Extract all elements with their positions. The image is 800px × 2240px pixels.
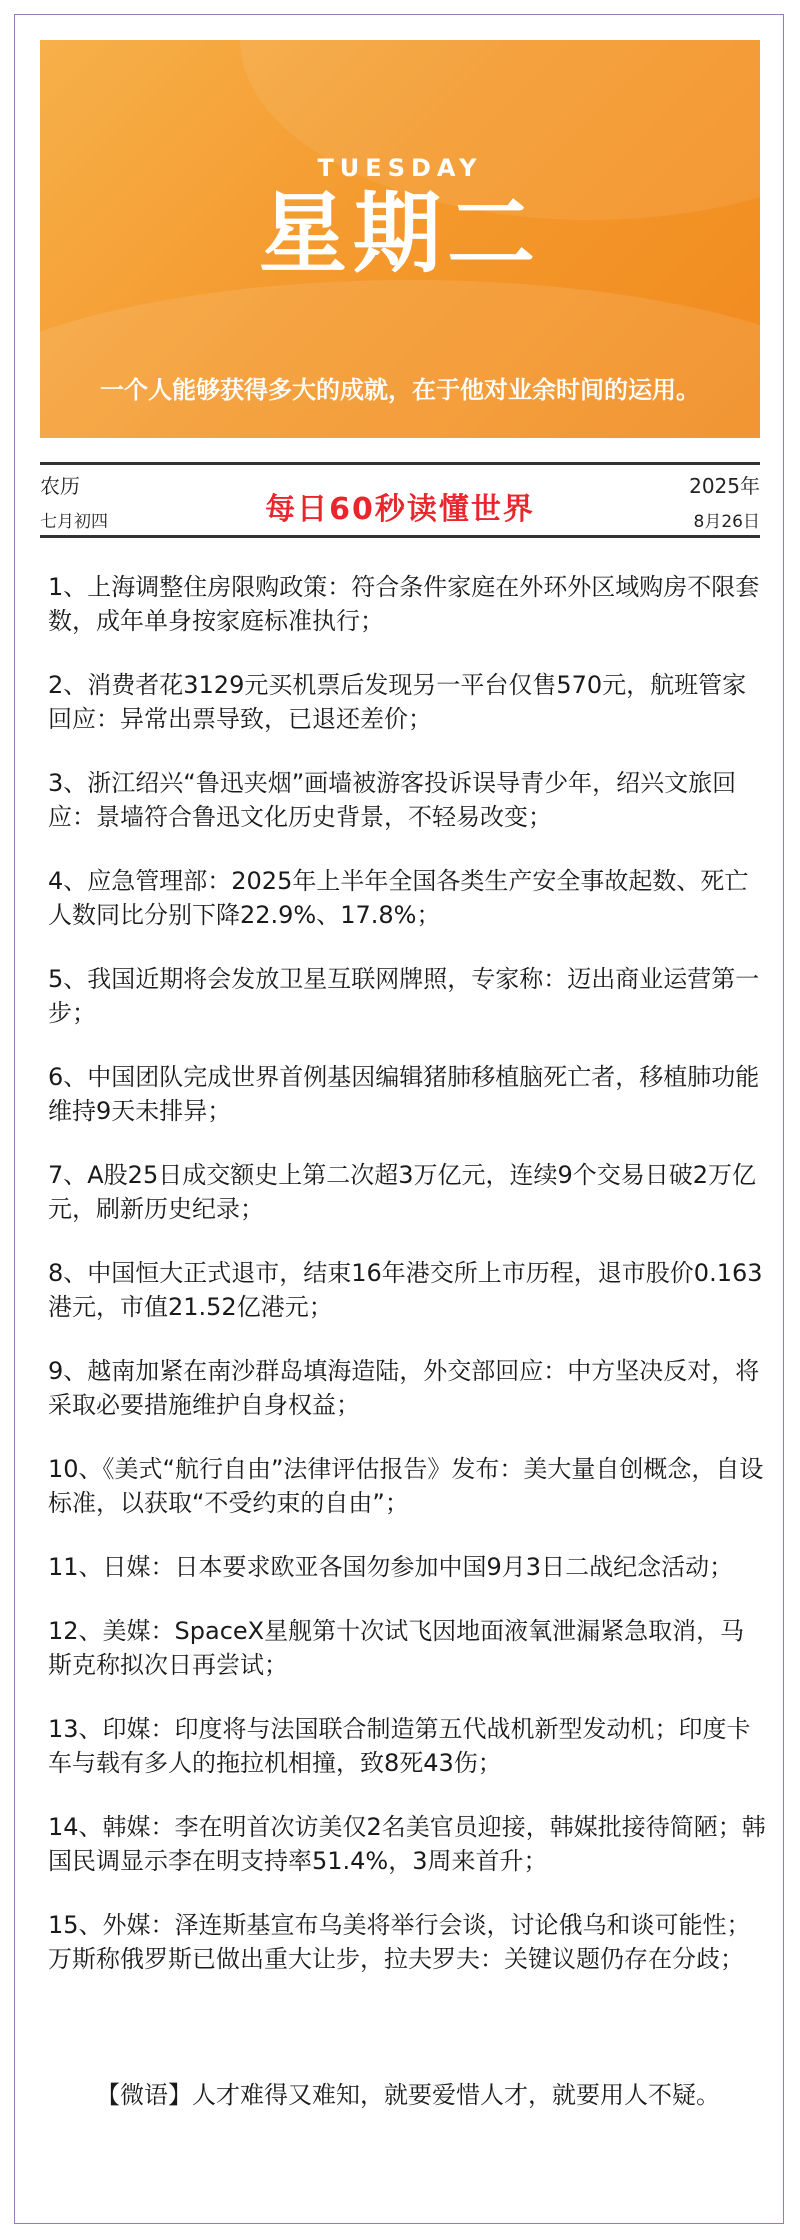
headline: 每日60秒读懂世界: [265, 492, 535, 527]
news-item: 7、A股25日成交额史上第二次超3万亿元，连续9个交易日破2万亿元，刷新历史纪录；: [48, 1161, 757, 1223]
news-item: 13、印媒：印度将与法国联合制造第五代战机新型发动机；印度卡车与载有多人的拖拉机相撞，致8死43伤；: [48, 1715, 751, 1777]
news-item: 6、中国团队完成世界首例基因编辑猪肺移植脑死亡者，移植肺功能维持9天未排异；: [48, 1063, 760, 1125]
news-item: 2、消费者花3129元买机票后发现另一平台仅售570元，航班管家回应：异常出票导致，已退还差价；: [48, 671, 747, 733]
weekday-chinese: 星期二: [258, 182, 541, 285]
news-item: 5、我国近期将会发放卫星互联网牌照，专家称：迈出商业运营第一步；: [48, 965, 760, 1027]
news-item: 15、外媒：泽连斯基宣布乌美将举行会谈，讨论俄乌和谈可能性；万斯称俄罗斯已做出重大让步，拉夫罗夫：关键议题仍存在分歧；: [48, 1911, 751, 1973]
weekday-english: TUESDAY: [317, 154, 483, 182]
news-item: 3、浙江绍兴“鲁迅夹烟”画墙被游客投诉误导青少年，绍兴文旅回应：景墙符合鲁迅文化历史背景，不轻易改变；: [48, 769, 737, 831]
news-item: 11、日媒：日本要求欧亚各国勿参加中国9月3日二战纪念活动；: [48, 1553, 734, 1581]
motto: 一个人能够获得多大的成就，在于他对业余时间的运用。: [100, 376, 700, 404]
news-item: 10、《美式“航行自由”法律评估报告》发布：美大量自创概念，自设标准，以获取“不受约束的自由”；: [48, 1455, 764, 1517]
year: 2025年: [689, 474, 760, 498]
news-item: 12、美媒：SpaceX星舰第十次试飞因地面液氧泄漏紧急取消，马斯克称拟次日再尝试；: [48, 1617, 745, 1679]
lunar-date: 七月初四: [40, 512, 108, 532]
news-item: 1、上海调整住房限购政策：符合条件家庭在外环外区域购房不限套数，成年单身按家庭标准执行；: [48, 573, 760, 635]
news-item: 14、韩媒：李在明首次访美仅2名美官员迎接，韩媒批接待简陋；韩国民调显示李在明支持率51.4%，3周来首升；: [48, 1813, 766, 1875]
news-list: [48, 570, 768, 2006]
date: 8月26日: [693, 512, 760, 532]
lunar-label: 农历: [40, 474, 80, 498]
news-item: 8、中国恒大正式退市，结束16年港交所上市历程，退市股价0.163港元，市值21.52亿港元；: [48, 1259, 763, 1321]
banner-wave-decoration: [40, 280, 760, 438]
news-item: 9、越南加紧在南沙群岛填海造陆，外交部回应：中方坚决反对，将采取必要措施维护自身权益；: [48, 1357, 760, 1419]
date-bar-top-rule: [40, 462, 760, 465]
date-bar-bottom-rule: [40, 535, 760, 538]
news-item: 4、应急管理部：2025年上半年全国各类生产安全事故起数、死亡人数同比分别下降22.9%、17.8%；: [48, 867, 749, 929]
daily-quote: 【微语】人才难得又难知，就要爱惜人才，就要用人不疑。: [96, 2081, 720, 2109]
header-banner: [40, 40, 760, 438]
